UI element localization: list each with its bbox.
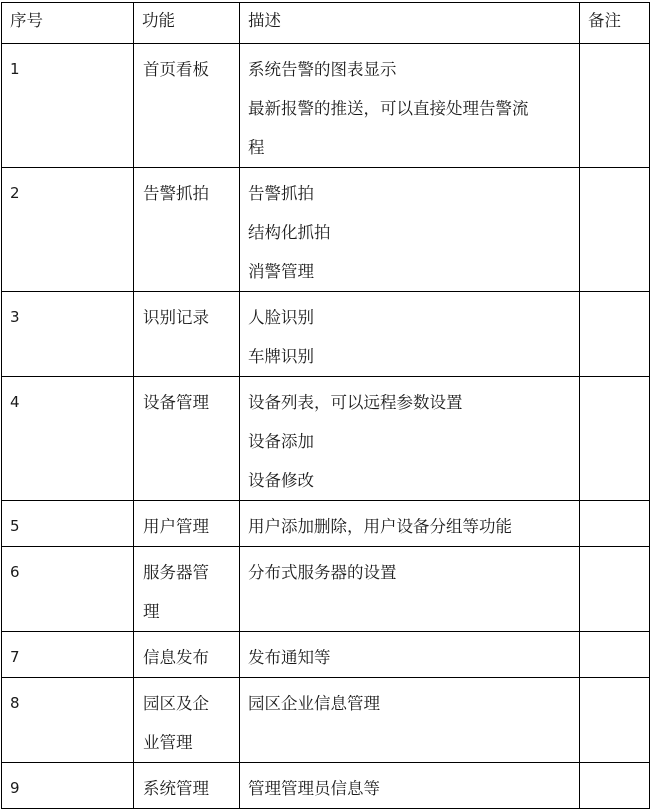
row-function bbox=[134, 678, 240, 763]
function-line: 信息发布 bbox=[143, 648, 209, 667]
header-num: 序号 bbox=[2, 3, 134, 44]
row-number: 7 bbox=[2, 632, 134, 678]
row-number: 3 bbox=[2, 292, 134, 377]
description-line: 告警抓拍 bbox=[248, 184, 314, 203]
description-line: 管理管理员信息等 bbox=[248, 779, 380, 798]
row-description bbox=[240, 377, 580, 501]
row-number: 9 bbox=[2, 763, 134, 809]
row-note bbox=[580, 377, 650, 501]
row-function bbox=[134, 377, 240, 501]
function-line: 园区及企 bbox=[143, 694, 209, 713]
row-description bbox=[240, 168, 580, 292]
row-number: 4 bbox=[2, 377, 134, 501]
row-function bbox=[134, 632, 240, 678]
row-number: 6 bbox=[2, 547, 134, 632]
header-desc: 描述 bbox=[240, 3, 580, 44]
table-row bbox=[2, 292, 650, 377]
description-line: 设备列表，可以远程参数设置 bbox=[248, 393, 463, 412]
function-line: 识别记录 bbox=[143, 308, 209, 327]
table-row bbox=[2, 168, 650, 292]
description-line: 发布通知等 bbox=[248, 648, 331, 667]
function-line: 系统管理 bbox=[143, 779, 209, 798]
row-description bbox=[240, 292, 580, 377]
row-description bbox=[240, 547, 580, 632]
table-row bbox=[2, 763, 650, 809]
feature-table bbox=[1, 2, 650, 809]
description-line: 人脸识别 bbox=[248, 308, 314, 327]
description-line: 程 bbox=[248, 138, 265, 157]
table-row bbox=[2, 501, 650, 547]
row-number: 8 bbox=[2, 678, 134, 763]
table-row bbox=[2, 44, 650, 168]
row-function bbox=[134, 763, 240, 809]
table-body bbox=[2, 44, 650, 809]
table-header-row bbox=[2, 3, 650, 44]
header-func: 功能 bbox=[134, 3, 240, 44]
description-line: 系统告警的图表显示 bbox=[248, 60, 397, 79]
row-description bbox=[240, 678, 580, 763]
function-line: 用户管理 bbox=[143, 517, 209, 536]
function-line: 理 bbox=[143, 602, 160, 621]
row-note bbox=[580, 501, 650, 547]
description-line: 消警管理 bbox=[248, 262, 314, 281]
row-function bbox=[134, 547, 240, 632]
description-line: 设备修改 bbox=[248, 471, 314, 490]
table-row bbox=[2, 632, 650, 678]
description-line: 车牌识别 bbox=[248, 347, 314, 366]
row-note bbox=[580, 678, 650, 763]
description-line: 园区企业信息管理 bbox=[248, 694, 380, 713]
row-function bbox=[134, 292, 240, 377]
row-function bbox=[134, 44, 240, 168]
function-line: 首页看板 bbox=[143, 60, 209, 79]
row-note bbox=[580, 547, 650, 632]
row-note bbox=[580, 763, 650, 809]
row-note bbox=[580, 168, 650, 292]
table-row bbox=[2, 547, 650, 632]
row-description bbox=[240, 44, 580, 168]
description-line: 最新报警的推送，可以直接处理告警流 bbox=[248, 99, 529, 118]
row-note bbox=[580, 44, 650, 168]
row-description bbox=[240, 501, 580, 547]
description-line: 设备添加 bbox=[248, 432, 314, 451]
function-line: 设备管理 bbox=[143, 393, 209, 412]
table-row bbox=[2, 377, 650, 501]
header-note: 备注 bbox=[580, 3, 650, 44]
row-function bbox=[134, 501, 240, 547]
row-function bbox=[134, 168, 240, 292]
row-note bbox=[580, 632, 650, 678]
row-note bbox=[580, 292, 650, 377]
function-line: 服务器管 bbox=[143, 563, 209, 582]
row-description bbox=[240, 763, 580, 809]
description-line: 分布式服务器的设置 bbox=[248, 563, 397, 582]
row-number: 1 bbox=[2, 44, 134, 168]
description-line: 用户添加删除，用户设备分组等功能 bbox=[248, 517, 512, 536]
row-number: 2 bbox=[2, 168, 134, 292]
description-line: 结构化抓拍 bbox=[248, 223, 331, 242]
function-line: 业管理 bbox=[143, 733, 193, 752]
table-row bbox=[2, 678, 650, 763]
row-number: 5 bbox=[2, 501, 134, 547]
function-line: 告警抓拍 bbox=[143, 184, 209, 203]
row-description bbox=[240, 632, 580, 678]
